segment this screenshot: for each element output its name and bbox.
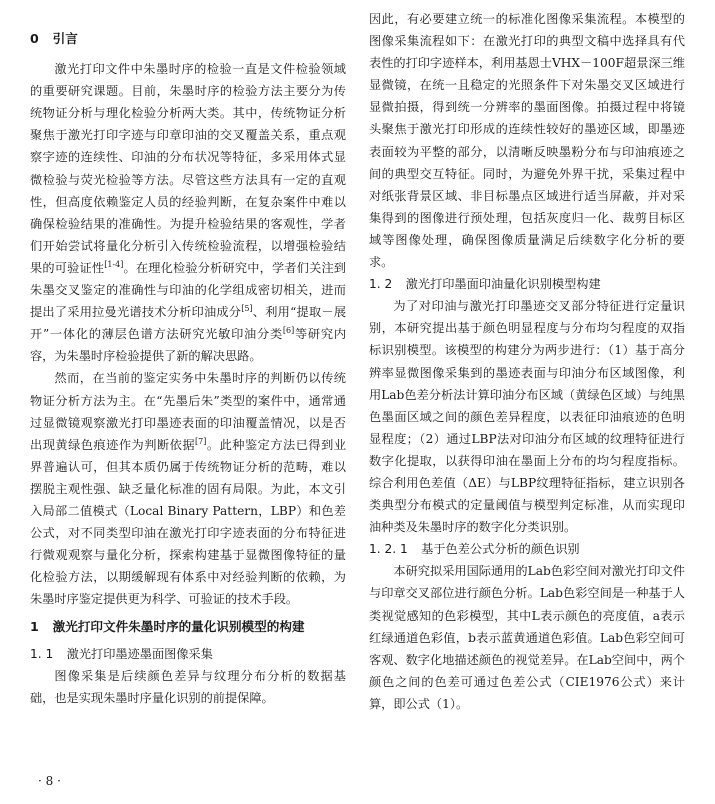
model-construction-paragraph: 为了对印油与激光打印墨迹交叉部分特征进行定量识别，本研究提出基于颜色明显程度与分布均匀程度的双指标识别模型。该模型的构建分为两步进行：（1）基于高分辨率显微图像采集到的墨迹表面与印油分布区域图像，利用Lab色差分析法计算印油分布区域（黄绿色区域）与纯黑色墨面区域之间的颜色差异程度，以表征印油痕迹的色明显程度；（2）通过LBP法对印油分布区域的纹理特征进行数字化提取，以获得印油在墨面上分布的均匀程度指标。综合利用色差值（ΔE）与LBP纹理特征指标，建立识别各类典型分布模式的定量阈值与模型判定标准，从而实现印油种类及朱墨时序的数字化分类识别。 [369,299,685,535]
subsection-heading-1-1: 1. 1 激光打印墨迹墨面图像采集 [30,646,213,661]
image-acquisition-paragraph-continued: 因此，有必要建立统一的标准化图像采集流程。本模型的图像采集流程如下：在激光打印的典型文稿中选择具有代表性的打印字迹样本，利用基恩士VHX－100F超景深三维显微镜，在统一且稳定的光照条件下对朱墨交叉区域进行显微拍摄，得到统一分辨率的墨面图像。拍摄过程中将镜头聚焦于激光打印形成的连续性较好的墨迹区域，即墨迹表面较为平整的部分，以清晰反映墨粉分布与印油痕迹之间的典型交互特征。同时，为避免外界干扰，采集过程中对纸张背景区域、非目标墨点区域进行适当屏蔽，并对采集得到的图像进行预处理，包括灰度归一化、裁剪目标区域等图像处理，确保图像质量满足后续数字化分析的要求。 [369,12,685,270]
page-number: · 8 · [38,774,61,788]
intro-paragraph-1: 激光打印文件中朱墨时序的检验一直是文件检验领域的重要研究课题。目前，朱墨时序的检验方法主要分为传统物证分析与理化检验分析两大类。其中，传统物证分析聚焦于激光打印字迹与印章印油的交叉覆盖关系，重点观察字迹的连续性、印油的分布状况等特征，多采用体式显微检验与荧光检验等方法。尽管这些方法具有一定的直观性，但高度依赖鉴定人员的经验判断，在复杂案件中难以确保检验结果的准确性。为提升检验结果的客观性，学者们开始尝试将量化分析引入传统检验流程，以增强检验结果的可验证性[1-4]。在理化检验分析研究中，学者们关注到朱墨交叉鉴定的准确性与印油的化学组成密切相关，进而提出了采用拉曼光谱技术分析印油成分[5]、利用“提取－展开”一体化的薄层色谱方法研究光敏印油分类[6]等研究内容，为朱墨时序检验提供了新的解决思路。 [30,62,347,364]
subsection-heading-1-2: 1. 2 激光打印墨面印油量化识别模型构建 [369,277,601,292]
intro-paragraph-2: 然而，在当前的鉴定实务中朱墨时序的判断仍以传统物证分析方法为主。在“先墨后朱”类型的案件中，通常通过显微镜观察激光打印墨迹表面的印油覆盖情况，以是否出现黄绿色痕迹作为判断依据[7]。此种鉴定方法已得到业界普遍认可，但其本质仍属于传统物证分析的范畴，难以摆脱主观性强、缺乏量化标准的固有局限。为此，本文引入局部二值模式（Local Binary Pattern，LBP）和色差公式，对不同类型印油在激光打印字迹表面的分布特征进行微观观察与量化分析，探索构建基于显微图像特征的量化检验方法，以期缓解现有体系中对经验判断的依赖，为朱墨时序鉴定提供更为科学、可验证的技术手段。 [30,371,347,607]
citation: [5] [241,304,253,314]
left-column [30,8,346,709]
citation: [7] [195,436,207,446]
citation: [1-4] [104,259,124,269]
section-heading-1: 1 激光打印文件朱墨时序的量化识别模型的构建 [30,619,305,635]
citation: [6] [282,326,295,336]
image-acquisition-paragraph: 图像采集是后续颜色差异与纹理分布分析的数据基础，也是实现朱墨时序量化识别的前提保障。 [30,668,346,705]
right-column [369,8,685,715]
subsection-heading-1-2-1: 1. 2. 1 基于色差公式分析的颜色识别 [369,542,580,557]
color-recognition-paragraph: 本研究拟采用国际通用的Lab色彩空间对激光打印文件与印章交叉部位进行颜色分析。Lab色彩空间是一种基于人类视觉感知的色彩模型，其中L表示颜色的亮度值，a表示红绿通道色彩值，b表示蓝黄通道色彩值。Lab色彩空间可客观、数字化地描述颜色的视觉差异。在Lab空间中，两个颜色之间的色差可通过色差公式（CIE1976公式）来计算，即公式（1）。 [369,564,685,711]
section-heading-introduction: 0 引言 [30,31,78,46]
